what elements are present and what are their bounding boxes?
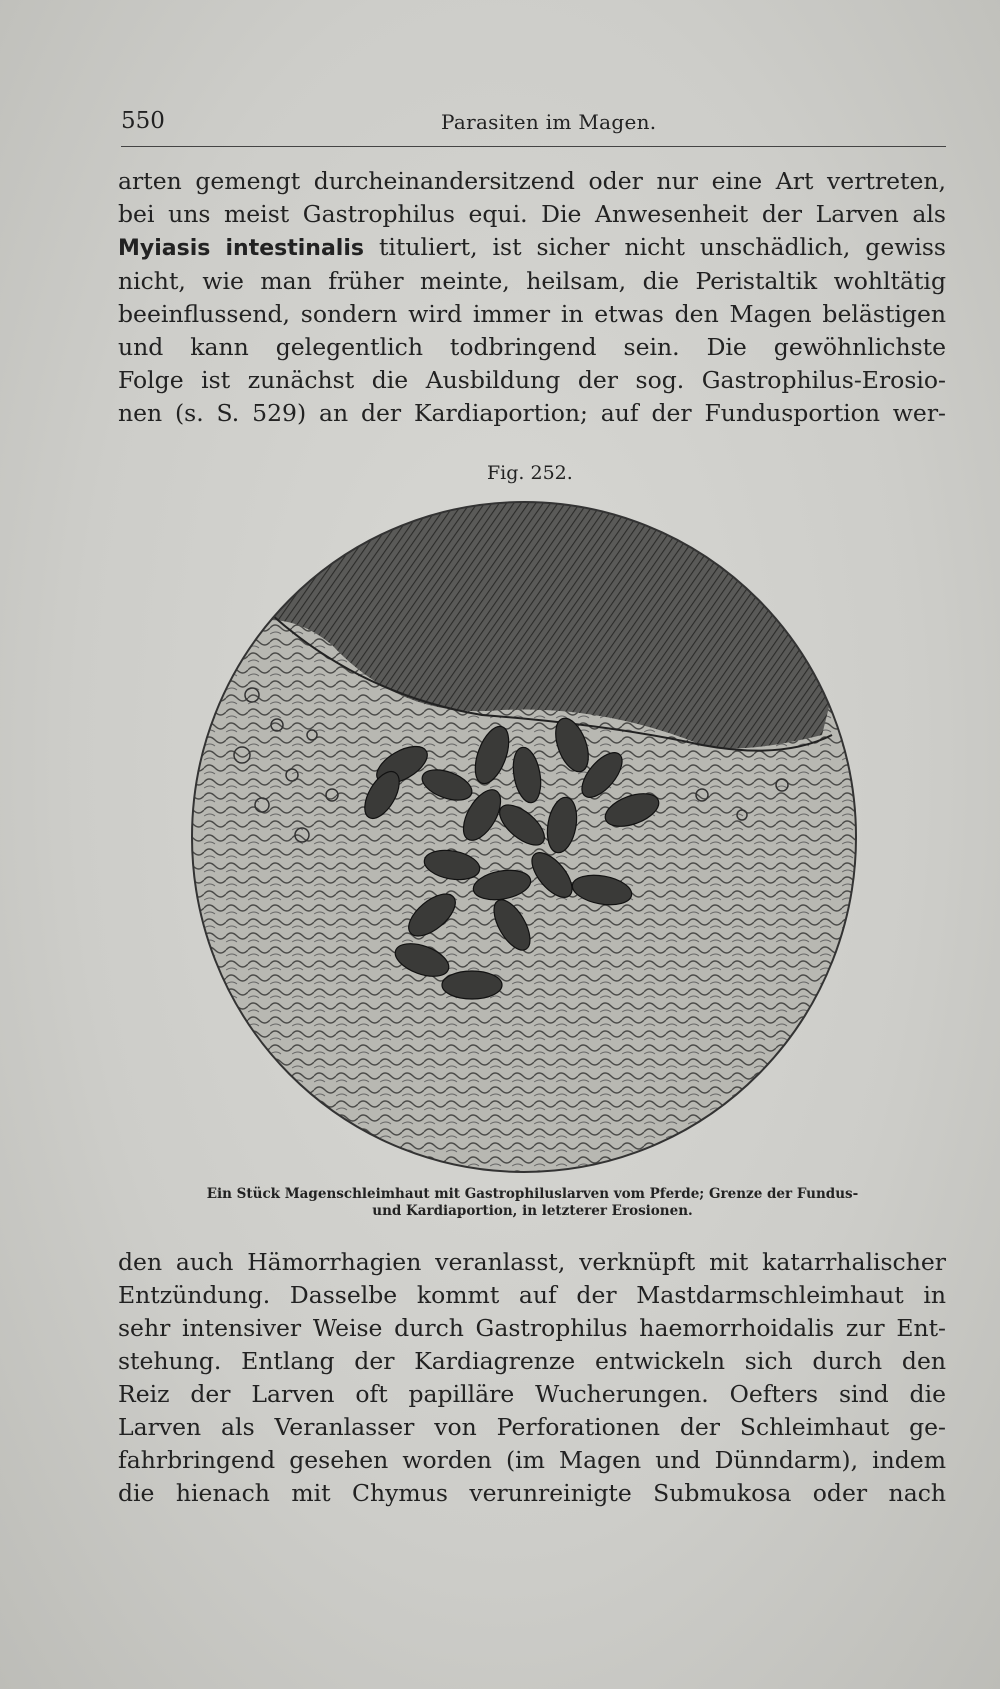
stomach-mucosa-illustration (182, 495, 867, 1180)
bold-term: Myiasis intestinalis (118, 236, 364, 261)
text-line: bei uns meist Gastrophilus equi. Die Anwesenheit der Larven als (118, 200, 946, 228)
text-line: fahrbringend gesehen worden (im Magen und Dünndarm), indem (118, 1446, 946, 1474)
text-line: sehr intensiver Weise durch Gastrophilus haemorrhoidalis zur Ent- (118, 1314, 946, 1342)
page-header (121, 108, 946, 144)
text-line: stehung. Entlang der Kardiagrenze entwickeln sich durch den (118, 1347, 946, 1375)
text-line: Folge ist zunächst die Ausbildung der sog. Gastrophilus-Erosio- (118, 366, 946, 394)
text-line: arten gemengt durcheinandersitzend oder nur eine Art vertreten, (118, 167, 946, 195)
text-line: Larven als Veranlasser von Perforationen der Schleimhaut ge- (118, 1413, 946, 1441)
text-line-with-term (118, 231, 946, 265)
caption-line: Ein Stück Magenschleimhaut mit Gastrophiluslarven vom Pferde; Grenze der Fundus- (206, 1186, 859, 1202)
text-line: beeinflussend, sondern wird immer in etwas den Magen belästigen (118, 300, 946, 328)
text-line: nicht, wie man früher meinte, heilsam, die Peristaltik wohltätig (118, 267, 946, 295)
paragraph-bottom (118, 1246, 946, 1510)
running-head: Parasiten im Magen. (441, 110, 657, 134)
text-line: den auch Hämorrhagien veranlasst, verknüpft mit katarrhalischer (118, 1248, 946, 1276)
figure-label: Fig. 252. (487, 462, 573, 484)
header-rule (121, 146, 946, 147)
page-number: 550 (121, 108, 165, 134)
text-line: nen (s. S. 529) an der Kardiaportion; auf der Fundusportion wer- (118, 399, 946, 427)
paragraph-top (118, 165, 946, 430)
caption-line: und Kardiaportion, in letzterer Erosionen. (372, 1203, 693, 1219)
text-line: Reiz der Larven oft papilläre Wucherungen. Oefters sind die (118, 1380, 946, 1408)
text-line-rest: tituliert, ist sicher nicht unschädlich, gewiss (378, 233, 946, 261)
text-line: und kann gelegentlich todbringend sein. Die gewöhnlichste (118, 333, 946, 361)
text-line: die hienach mit Chymus verunreinigte Submukosa oder nach (118, 1479, 946, 1507)
text-line: Entzündung. Dasselbe kommt auf der Mastdarmschleimhaut in (118, 1281, 946, 1309)
figure-caption (160, 1186, 905, 1220)
